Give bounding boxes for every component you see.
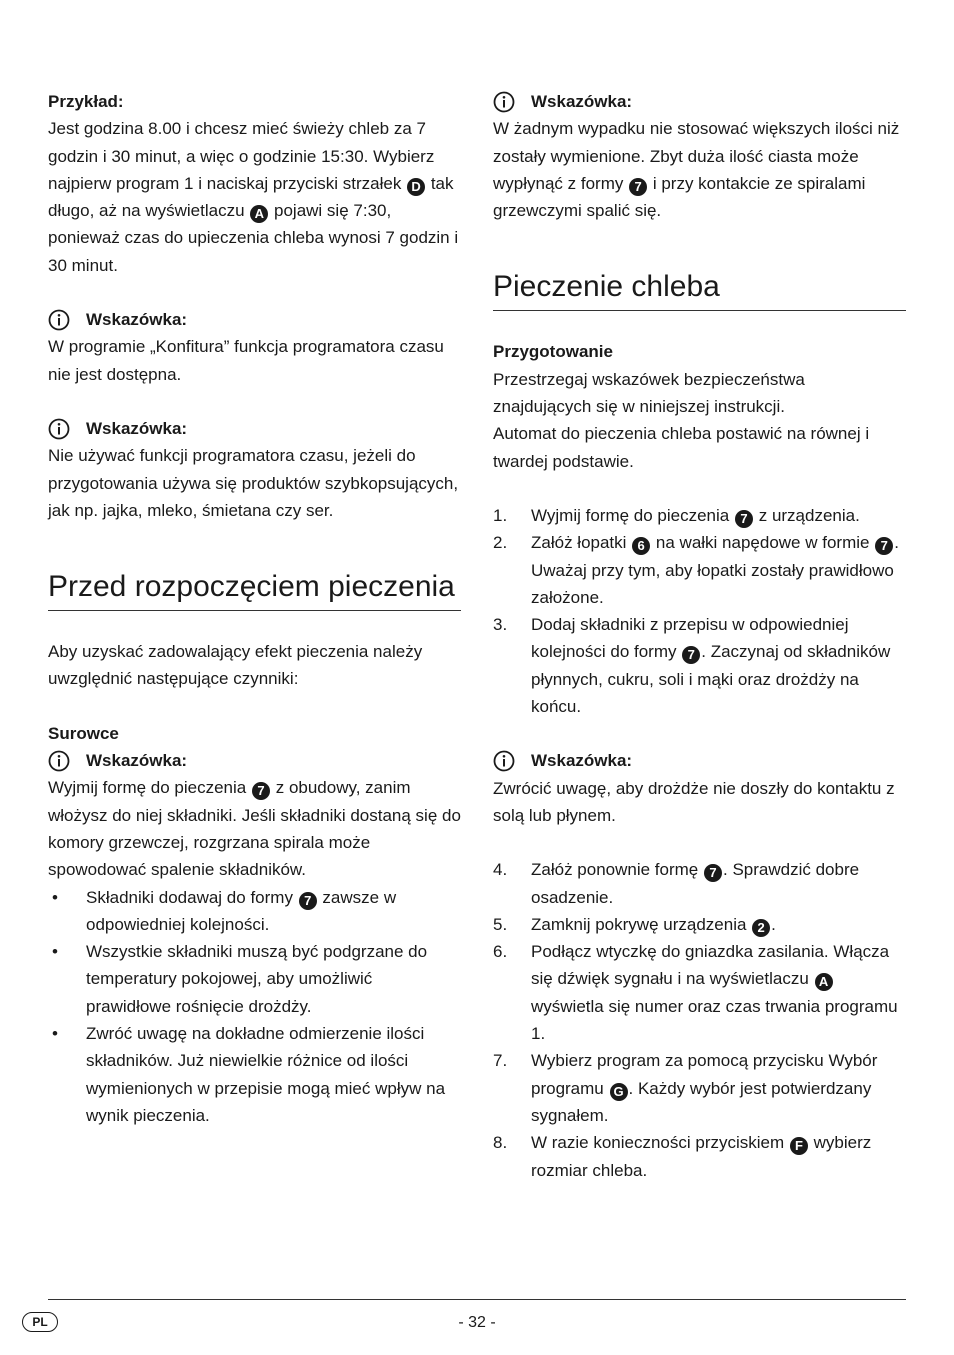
- section-title: Przed rozpoczęciem pieczenia: [48, 568, 461, 611]
- section-title: Pieczenie chleba: [493, 268, 906, 311]
- note-heading: Wskazówka:: [493, 88, 906, 115]
- badge-a: A: [250, 205, 268, 223]
- page-number: - 32 -: [458, 1314, 496, 1331]
- note-heading: Wskazówka:: [48, 306, 461, 333]
- badge-7: 7: [252, 782, 270, 800]
- badge-7: 7: [299, 892, 317, 910]
- prep-text: Przestrzegaj wskazówek bezpieczeństwa znajdujących się w niniejszej instrukcji.: [493, 369, 805, 417]
- language-badge: PL: [22, 1312, 58, 1332]
- badge-2: 2: [752, 919, 770, 937]
- note-text: Nie używać funkcji programatora czasu, jeżeli do przygotowania używa się produktów szybkopsujących, jak np. jajka, mleko, śmietana czy ser.: [48, 446, 459, 520]
- note-heading: Wskazówka:: [48, 747, 461, 774]
- badge-a: A: [815, 973, 833, 991]
- note-heading: Wskazówka:: [48, 415, 461, 442]
- list-item: • Wszystkie składniki muszą być podgrzane do temperatury pokojowej, aby umożliwić prawidłowe rośnięcie drożdży.: [52, 942, 428, 1016]
- list-item: 7. Wybierz program za pomocą przycisku Wybór programu G . Każdy wybór jest potwierdzany sygnałem.: [493, 1051, 878, 1125]
- subsection-title: Surowce: [48, 723, 119, 743]
- info-icon: [48, 309, 70, 331]
- list-item: • Składniki dodawaj do formy 7 zawsze w odpowiedniej kolejności.: [52, 887, 397, 934]
- badge-7: 7: [682, 646, 700, 664]
- badge-7: 7: [875, 537, 893, 555]
- subsection-title: Przygotowanie: [493, 342, 613, 362]
- badge-f: F: [790, 1137, 808, 1155]
- list-item: 3. Dodaj składniki z przepisu w odpowiedniej kolejności do formy 7 . Zaczynaj od składników płynnych, cukru, soli i mąki oraz drożdży na końcu.: [493, 615, 891, 717]
- badge-7: 7: [704, 864, 722, 882]
- list-item: 8. W razie konieczności przyciskiem F wybierz rozmiar chleba.: [493, 1133, 872, 1180]
- left-column: [48, 88, 461, 1129]
- info-icon: [493, 91, 515, 113]
- badge-7: 7: [629, 178, 647, 196]
- intro-text: Aby uzyskać zadowalający efekt pieczenia należy uwzględnić następujące czynniki:: [48, 642, 423, 689]
- steps-list: [493, 856, 906, 1184]
- badge-7: 7: [735, 510, 753, 528]
- note-text: W żadnym wypadku nie stosować większych ilości niż zostały wymienione. Zbyt duża ilość ciasta może wypłynąć z formy 7 i przy kontakcie ze spiralami grzewczymi spalić się.: [493, 119, 900, 221]
- steps-list: [493, 502, 906, 720]
- badge-d: D: [407, 178, 425, 196]
- note-text: Wyjmij formę do pieczenia 7 z obudowy, zanim włożysz do niej składniki. Jeśli składniki dostaną się do komory grzewczej, rozgrzana spirala może spowodować spalenie składników.: [48, 778, 461, 880]
- info-icon: [48, 750, 70, 772]
- example-text: Jest godzina 8.00 i chcesz mieć świeży chleb za 7 godzin i 30 minut, a więc o godzinie 15:30. Wybierz najpierw program 1 i naciskaj przyciski strzałek D tak długo, aż na wyświetlaczu A pojawi się 7:30, ponieważ czas do upieczenia chleba wynosi 7 godzin i 30 minut.: [48, 119, 459, 275]
- note-text: W programie „Konfitura” funkcja programatora czasu nie jest dostępna.: [48, 337, 444, 384]
- right-column: [493, 88, 906, 1184]
- bullet-list: [48, 884, 461, 1130]
- list-item: • Zwróć uwagę na dokładne odmierzenie ilości składników. Już niewielkie różnice od ilości wymienionych w przepisie mogą mieć wpływ na wynik pieczenia.: [52, 1024, 446, 1125]
- info-icon: [493, 750, 515, 772]
- example-title: Przykład:: [48, 92, 124, 111]
- list-item: 1. Wyjmij formę do pieczenia 7 z urządzenia.: [493, 505, 860, 526]
- prep-text: Automat do pieczenia chleba postawić na równej i twardej podstawie.: [493, 424, 870, 471]
- list-item: 2. Załóż łopatki 6 na wałki napędowe w formie 7 . Uważaj przy tym, aby łopatki zostały prawidłowo założone.: [493, 533, 899, 607]
- list-item: 4. Załóż ponownie formę 7 . Sprawdzić dobre osadzenie.: [493, 860, 860, 907]
- badge-g: G: [610, 1083, 628, 1101]
- list-item: 5. Zamknij pokrywę urządzenia 2 .: [493, 914, 776, 935]
- list-item: 6. Podłącz wtyczkę do gniazdka zasilania. Włącza się dźwięk sygnału i na wyświetlaczu A wyświetla się numer oraz czas trwania programu 1.: [493, 942, 898, 1044]
- footer-divider: [48, 1299, 906, 1300]
- note-heading: Wskazówka:: [493, 747, 906, 774]
- badge-6: 6: [632, 537, 650, 555]
- info-icon: [48, 418, 70, 440]
- note-text: Zwrócić uwagę, aby drożdże nie doszły do kontaktu z solą lub płynem.: [493, 778, 895, 825]
